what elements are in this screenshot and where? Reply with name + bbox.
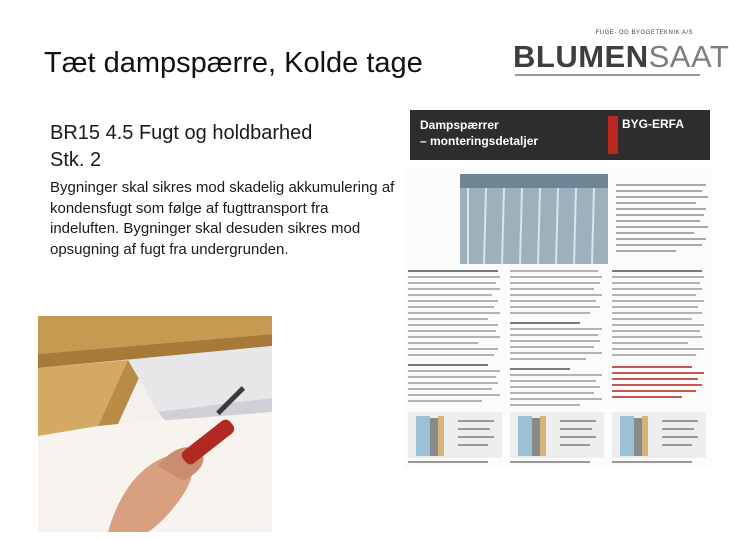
- regulation-clause: Stk. 2: [50, 148, 102, 171]
- document-page-illustration: [404, 168, 712, 468]
- blumensaat-logo: [505, 20, 729, 75]
- document-page-thumbnail: [404, 168, 712, 468]
- document-title-line1: Dampspærrer: [420, 118, 499, 132]
- logo-word-dark: BLUMEN: [513, 39, 649, 74]
- slide-title: Tæt dampspærre, Kolde tage: [44, 47, 423, 79]
- document-title-line2: – monteringsdetaljer: [420, 134, 539, 148]
- regulation-reference: BR15 4.5 Fugt og holdbarhed: [50, 122, 313, 144]
- regulation-text: Bygninger skal sikres mod skadelig akkumulering af kondensfugt som følge af fugttransport fra indeluften. Bygninger skal desuden sikres mod opsugning af fugt fra undergrunden.: [50, 179, 395, 259]
- logo-wordmark: [513, 39, 729, 75]
- document-header: [410, 110, 710, 160]
- regulation-heading: [50, 120, 380, 173]
- installation-photo-illustration: [38, 316, 272, 532]
- logo-word-light: SAAT: [648, 39, 729, 74]
- logo-tagline: FUGE- OG BYGGETEKNIK A/S: [595, 30, 693, 36]
- installation-photo: [38, 316, 272, 532]
- byg-erfa-logo-mark: [608, 116, 618, 154]
- logo-underline: [515, 74, 700, 76]
- byg-erfa-brand: BYG-ERFA: [622, 117, 685, 131]
